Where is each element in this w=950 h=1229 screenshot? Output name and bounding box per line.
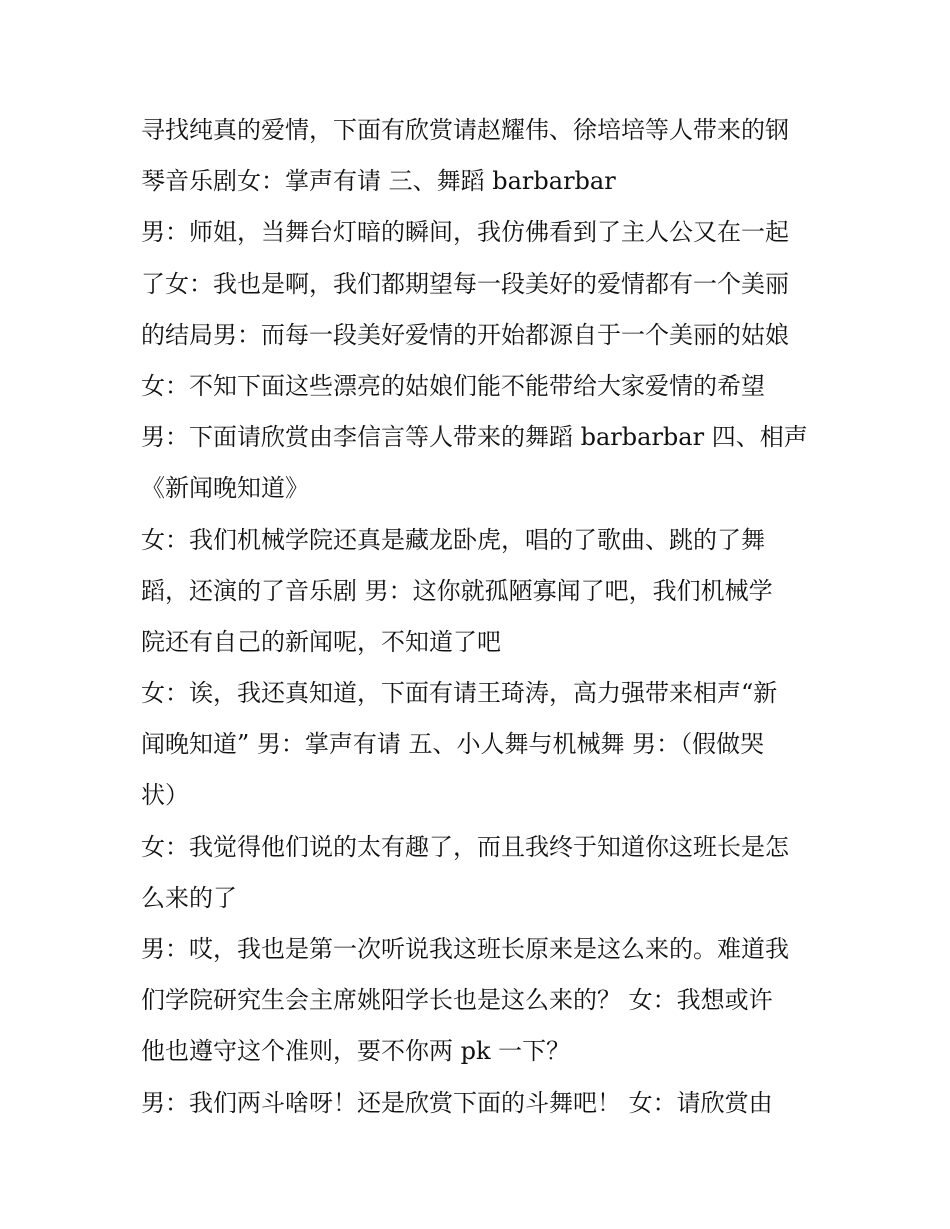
document-body (141, 105, 821, 1129)
text-line: 女：我觉得他们说的太有趣了，而且我终于知道你这班长是怎 (141, 832, 789, 861)
text-line: 们学院研究生会主席姚阳学长也是这么来的？ 女：我想或许 (141, 986, 773, 1015)
text-line: 琴音乐剧女：掌声有请 三、舞蹈 barbarbar (141, 167, 616, 196)
text-line: 蹈，还演的了音乐剧 男：这你就孤陋寡闻了吧，我们机械学 (141, 576, 773, 605)
text-line: 么来的了 (141, 883, 237, 912)
text-line: 他也遵守这个准则，要不你两 pk 一下？ (141, 1037, 571, 1066)
text-line: 女：诶，我还真知道，下面有请王琦涛，高力强带来相声“新 (141, 679, 778, 708)
text-line: 女：我们机械学院还真是藏龙卧虎，唱的了歌曲、跳的了舞 (141, 525, 765, 554)
text-line: 状） (141, 781, 189, 810)
text-line: 男：哎，我也是第一次听说我这班长原来是这么来的。难道我 (141, 935, 789, 963)
text-line: 院还有自己的新闻呢，不知道了吧 (141, 627, 501, 656)
text-line: 闻晚知道” 男：掌声有请 五、小人舞与机械舞 男：（假做哭 (141, 730, 765, 759)
text-line: 女：不知下面这些漂亮的姑娘们能不能带给大家爱情的希望 (141, 371, 765, 400)
text-line: 男：师姐，当舞台灯暗的瞬间，我仿佛看到了主人公又在一起 (141, 218, 789, 247)
text-line: 男：下面请欣赏由李信言等人带来的舞蹈 barbarbar 四、相声 (141, 423, 808, 452)
text-line: 寻找纯真的爱情，下面有欣赏请赵耀伟、徐培培等人带来的钢 (141, 116, 789, 144)
text-line: 了女：我也是啊，我们都期望每一段美好的爱情都有一个美丽 (141, 269, 789, 298)
text-line: 男：我们两斗啥呀！还是欣赏下面的斗舞吧！ 女：请欣赏由 (141, 1088, 773, 1117)
text-line: 《新闻晚知道》 (141, 474, 309, 503)
text-line: 的结局男：而每一段美好爱情的开始都源自于一个美丽的姑娘 (141, 320, 789, 349)
